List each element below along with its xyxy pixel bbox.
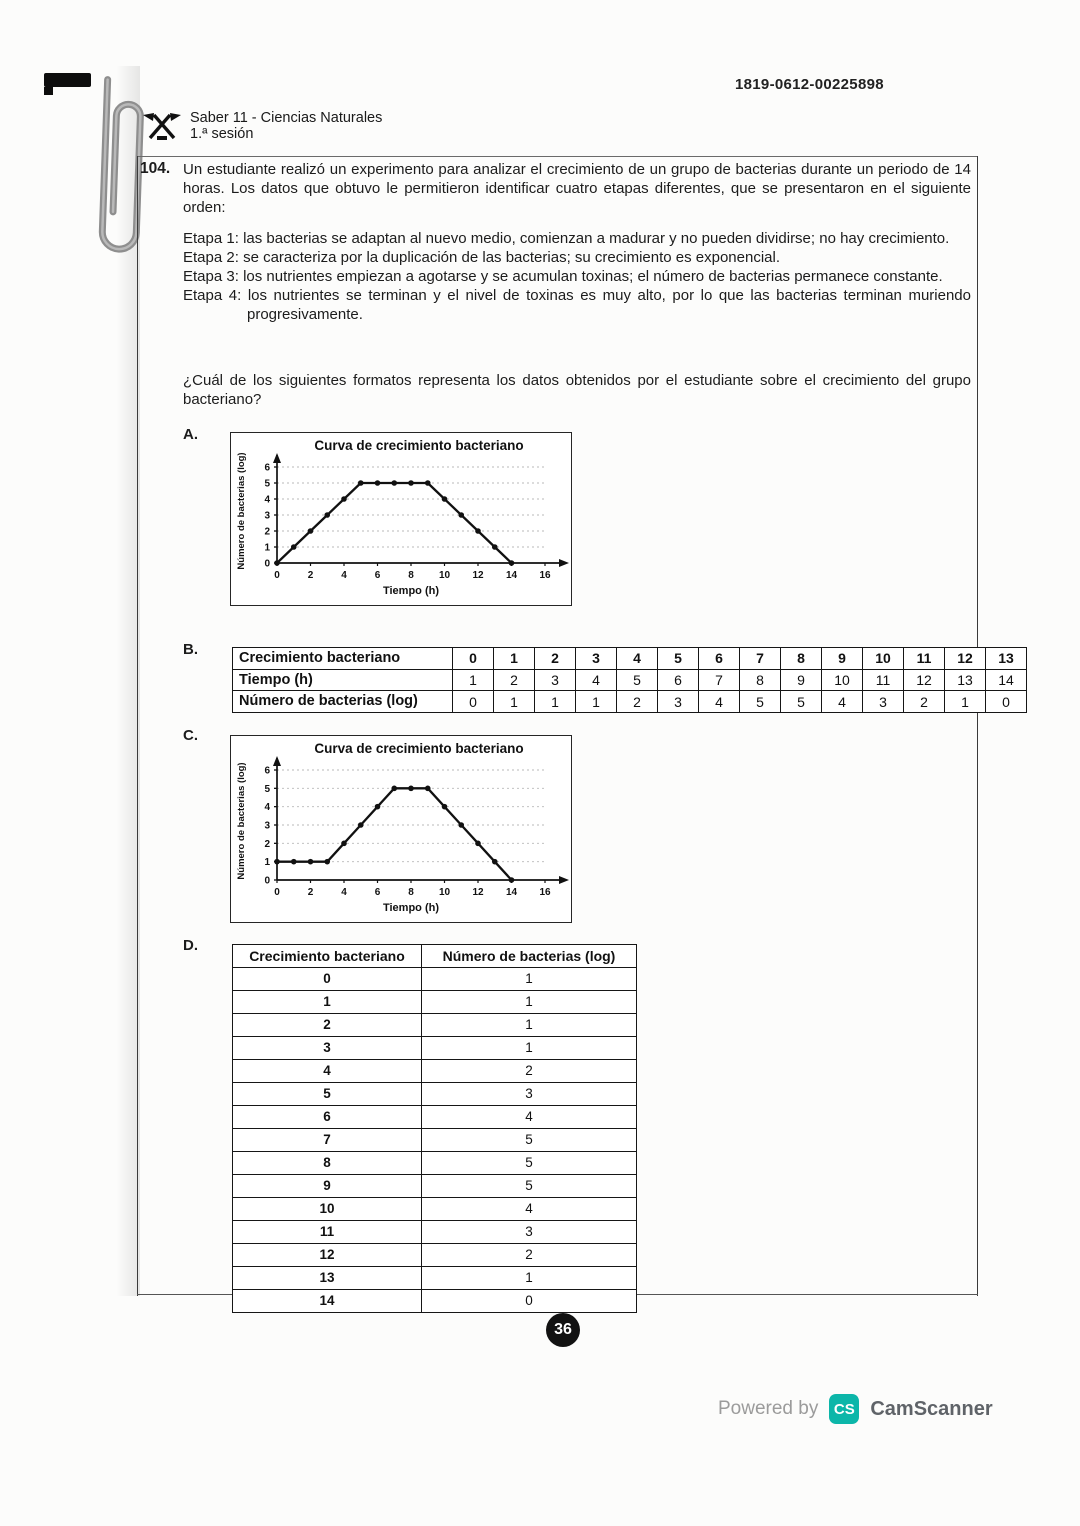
- table-cell: 11: [233, 1221, 422, 1244]
- stage-text: los nutrientes se terminan y el nivel de toxinas es muy alto, por lo que las bacterias terminan muriendo progresivamente.: [247, 287, 971, 323]
- table-cell: 3: [233, 1037, 422, 1060]
- x-tick-label: 10: [438, 570, 451, 581]
- table-cell: 6: [233, 1106, 422, 1129]
- x-tick-label: 2: [307, 887, 314, 898]
- page-number-badge: 36: [546, 1313, 580, 1347]
- data-point: [509, 560, 515, 566]
- table-cell: 4: [422, 1106, 637, 1129]
- stage-text: se caracteriza por la duplicación de las bacterias; su crecimiento es exponencial.: [243, 249, 781, 266]
- table-cell: 2: [904, 691, 945, 713]
- stage-label: Etapa 4:: [183, 287, 242, 304]
- table-cell: 14: [986, 669, 1027, 691]
- table-cell: 5: [781, 691, 822, 713]
- question-number: 104.: [140, 160, 171, 177]
- powered-by-text: Powered by: [718, 1398, 819, 1419]
- table-cell: 2: [422, 1060, 637, 1083]
- y-tick-label: 4: [264, 494, 270, 506]
- y-tick-label: 5: [264, 783, 270, 795]
- table-cell: 5: [422, 1152, 637, 1175]
- data-point: [274, 560, 280, 566]
- table-cell: 2: [233, 1014, 422, 1037]
- stage-label: Etapa 2:: [183, 249, 239, 266]
- y-tick-label: 5: [264, 478, 270, 490]
- x-tick-label: 0: [274, 887, 280, 898]
- option-d-label: D.: [183, 937, 198, 954]
- table-cell: 5: [617, 669, 658, 691]
- table-cell: 12: [904, 669, 945, 691]
- table-row: [233, 991, 637, 1014]
- table-row: [233, 691, 1027, 713]
- table-row: [233, 669, 1027, 691]
- question-intro: Un estudiante realizó un experimento para analizar el crecimiento de un grupo de bacterias durante un periodo de 14 horas. Los datos que obtuvo le permitieron identificar cuatro etapas diferentes, que se presentaron en el siguiente orden:: [183, 161, 971, 216]
- data-point: [391, 480, 397, 486]
- table-cell: 4: [617, 648, 658, 670]
- option-d-data-table: [232, 944, 637, 1313]
- option-c-label: C.: [183, 727, 198, 744]
- question-box-border-top: [137, 156, 978, 157]
- x-tick-label: 0: [274, 570, 280, 581]
- x-tick-label: 4: [341, 887, 347, 898]
- paperclip: [74, 63, 162, 306]
- table-row: [233, 1106, 637, 1129]
- y-tick-label: 6: [264, 462, 270, 474]
- table-cell: 10: [863, 648, 904, 670]
- table-row: [233, 1060, 637, 1083]
- data-point: [324, 512, 330, 518]
- data-point: [475, 528, 481, 534]
- table-cell: 13: [945, 669, 986, 691]
- question-box-border-right: [977, 156, 978, 1296]
- table-cell: 1: [494, 648, 535, 670]
- option-a-label: A.: [183, 426, 198, 443]
- table-cell: 2: [617, 691, 658, 713]
- data-point: [408, 480, 414, 486]
- question-box-border-left: [137, 156, 138, 1296]
- y-axis-label: Número de bacterias (log): [236, 762, 247, 880]
- table-cell: 12: [945, 648, 986, 670]
- table-cell: 1: [422, 1014, 637, 1037]
- data-point: [391, 786, 397, 792]
- y-axis-label: Número de bacterias (log): [236, 452, 247, 570]
- stages-list: [183, 229, 971, 324]
- table-cell: 6: [699, 648, 740, 670]
- column-header: Crecimiento bacteriano: [233, 945, 422, 968]
- data-point: [425, 786, 431, 792]
- chart-title: Curva de crecimiento bacteriano: [314, 438, 524, 453]
- table-cell: 4: [576, 669, 617, 691]
- option-c-chart: [230, 735, 572, 923]
- table-cell: 3: [422, 1221, 637, 1244]
- table-row: [233, 1014, 637, 1037]
- table-row: [233, 1175, 637, 1198]
- row-header: Crecimiento bacteriano: [233, 648, 453, 670]
- x-tick-label: 4: [341, 570, 347, 581]
- table-cell: 1: [576, 691, 617, 713]
- table-row: [233, 1290, 637, 1313]
- y-axis-arrow: [273, 453, 281, 463]
- session-label: 1.ª sesión: [190, 126, 254, 142]
- stage-label: Etapa 1:: [183, 230, 239, 247]
- table-cell: 4: [422, 1198, 637, 1221]
- x-axis-label: Tiempo (h): [382, 902, 440, 914]
- table-cell: 1: [422, 1037, 637, 1060]
- option-b-data-table: [232, 647, 1027, 713]
- table-row: [233, 1037, 637, 1060]
- stage-text: los nutrientes empiezan a agotarse y se acumulan toxinas; el número de bacterias permanece constante.: [243, 268, 943, 285]
- table-row: [233, 1267, 637, 1290]
- table-cell: 5: [233, 1083, 422, 1106]
- table-cell: 0: [986, 691, 1027, 713]
- y-tick-label: 1: [264, 857, 270, 869]
- table-cell: 1: [453, 669, 494, 691]
- y-tick-label: 0: [264, 558, 270, 570]
- column-header: Número de bacterias (log): [422, 945, 637, 968]
- camscanner-icon: CS: [829, 1394, 859, 1424]
- table-cell: 0: [233, 968, 422, 991]
- data-point: [358, 822, 364, 828]
- stage-item: [183, 229, 971, 248]
- data-point: [291, 859, 297, 865]
- table-row: [233, 968, 637, 991]
- x-tick-label: 6: [374, 887, 381, 898]
- x-tick-label: 12: [472, 570, 484, 581]
- table-cell: 2: [494, 669, 535, 691]
- saber-icfes-logo: [141, 108, 183, 142]
- table-cell: 0: [453, 648, 494, 670]
- y-tick-label: 4: [264, 802, 270, 814]
- option-b-table: [232, 647, 1027, 713]
- chart-title: Curva de crecimiento bacteriano: [314, 741, 524, 756]
- table-row: [233, 1129, 637, 1152]
- x-axis-label: Tiempo (h): [382, 585, 440, 597]
- table-cell: 10: [822, 669, 863, 691]
- data-point: [425, 480, 431, 486]
- table-row: [233, 1244, 637, 1267]
- data-point: [375, 480, 381, 486]
- table-cell: 10: [233, 1198, 422, 1221]
- table-cell: 5: [422, 1175, 637, 1198]
- y-tick-label: 6: [264, 765, 270, 777]
- x-tick-label: 8: [408, 887, 414, 898]
- row-header: Tiempo (h): [233, 669, 453, 691]
- data-point: [341, 841, 347, 847]
- data-point: [458, 512, 464, 518]
- x-tick-label: 14: [505, 570, 518, 581]
- table-cell: 9: [781, 669, 822, 691]
- table-cell: 1: [494, 691, 535, 713]
- table-cell: 1: [945, 691, 986, 713]
- table-cell: 4: [699, 691, 740, 713]
- table-cell: 13: [233, 1267, 422, 1290]
- y-tick-label: 2: [264, 526, 270, 538]
- table-header-row: [233, 945, 637, 968]
- table-cell: 2: [422, 1244, 637, 1267]
- table-cell: 3: [535, 669, 576, 691]
- data-point: [358, 480, 364, 486]
- table-cell: 0: [422, 1290, 637, 1313]
- table-cell: 9: [822, 648, 863, 670]
- table-cell: 8: [781, 648, 822, 670]
- data-point: [492, 544, 498, 550]
- data-point: [291, 544, 297, 550]
- x-tick-label: 12: [472, 887, 484, 898]
- data-point: [274, 859, 280, 865]
- option-b-label: B.: [183, 641, 198, 658]
- data-point: [442, 496, 448, 502]
- x-tick-label: 6: [374, 570, 381, 581]
- stage-item: [183, 248, 971, 267]
- document-code: 1819-0612-00225898: [735, 76, 884, 93]
- data-point: [492, 859, 498, 865]
- data-series-line: [277, 483, 512, 563]
- data-point: [308, 528, 314, 534]
- table-row: [233, 1083, 637, 1106]
- table-cell: 1: [422, 1267, 637, 1290]
- stage-label: Etapa 3:: [183, 268, 239, 285]
- table-cell: 7: [740, 648, 781, 670]
- y-tick-label: 1: [264, 542, 270, 554]
- y-axis-arrow: [273, 756, 281, 766]
- table-cell: 4: [822, 691, 863, 713]
- data-point: [308, 859, 314, 865]
- table-cell: 8: [233, 1152, 422, 1175]
- data-point: [341, 496, 347, 502]
- exam-header: [190, 110, 382, 142]
- x-tick-label: 10: [438, 887, 451, 898]
- x-axis-arrow: [559, 876, 569, 884]
- data-point: [475, 841, 481, 847]
- table-cell: 1: [422, 968, 637, 991]
- table-row: [233, 648, 1027, 670]
- table-cell: 5: [740, 691, 781, 713]
- data-point: [458, 822, 464, 828]
- camscanner-brand: CamScanner: [870, 1397, 993, 1420]
- table-cell: 1: [233, 991, 422, 1014]
- data-point: [375, 804, 381, 810]
- table-row: [233, 1198, 637, 1221]
- table-cell: 12: [233, 1244, 422, 1267]
- table-cell: 6: [658, 669, 699, 691]
- table-cell: 3: [863, 691, 904, 713]
- table-cell: 0: [453, 691, 494, 713]
- data-point: [442, 804, 448, 810]
- table-cell: 3: [658, 691, 699, 713]
- camscanner-footer: [718, 1394, 993, 1424]
- row-header: Número de bacterias (log): [233, 691, 453, 713]
- data-point: [324, 859, 330, 865]
- table-cell: 7: [233, 1129, 422, 1152]
- stage-item: [183, 267, 971, 286]
- table-row: [233, 1152, 637, 1175]
- data-series-line: [277, 788, 512, 880]
- x-axis-arrow: [559, 559, 569, 567]
- x-tick-label: 16: [539, 887, 551, 898]
- table-cell: 3: [422, 1083, 637, 1106]
- y-tick-label: 3: [264, 510, 270, 522]
- stage-item: [183, 286, 971, 324]
- table-cell: 3: [576, 648, 617, 670]
- table-cell: 14: [233, 1290, 422, 1313]
- table-cell: 2: [535, 648, 576, 670]
- table-cell: 5: [658, 648, 699, 670]
- table-cell: 11: [904, 648, 945, 670]
- option-d-table: [232, 944, 637, 1313]
- x-tick-label: 2: [307, 570, 314, 581]
- option-a-chart: [230, 432, 572, 606]
- growth-chart-a-svg: [231, 433, 571, 605]
- table-cell: 7: [699, 669, 740, 691]
- program-title: Saber 11 - Ciencias Naturales: [190, 110, 383, 126]
- growth-chart-c-svg: [231, 736, 571, 922]
- data-point: [408, 786, 414, 792]
- x-tick-label: 14: [505, 887, 518, 898]
- table-cell: 13: [986, 648, 1027, 670]
- y-tick-label: 2: [264, 838, 270, 850]
- question-prompt: ¿Cuál de los siguientes formatos representa los datos obtenidos por el estudiante sobre el crecimiento del grupo bacteriano?: [183, 372, 971, 408]
- y-tick-label: 0: [264, 875, 270, 887]
- data-point: [509, 877, 515, 883]
- stage-text: las bacterias se adaptan al nuevo medio, comienzan a madurar y no pueden dividirse; no hay crecimiento.: [243, 230, 950, 247]
- table-cell: 5: [422, 1129, 637, 1152]
- y-tick-label: 3: [264, 820, 270, 832]
- table-cell: 8: [740, 669, 781, 691]
- x-tick-label: 16: [539, 570, 551, 581]
- table-cell: 9: [233, 1175, 422, 1198]
- table-cell: 4: [233, 1060, 422, 1083]
- table-cell: 1: [535, 691, 576, 713]
- table-cell: 1: [422, 991, 637, 1014]
- table-cell: 11: [863, 669, 904, 691]
- table-row: [233, 1221, 637, 1244]
- x-tick-label: 8: [408, 570, 414, 581]
